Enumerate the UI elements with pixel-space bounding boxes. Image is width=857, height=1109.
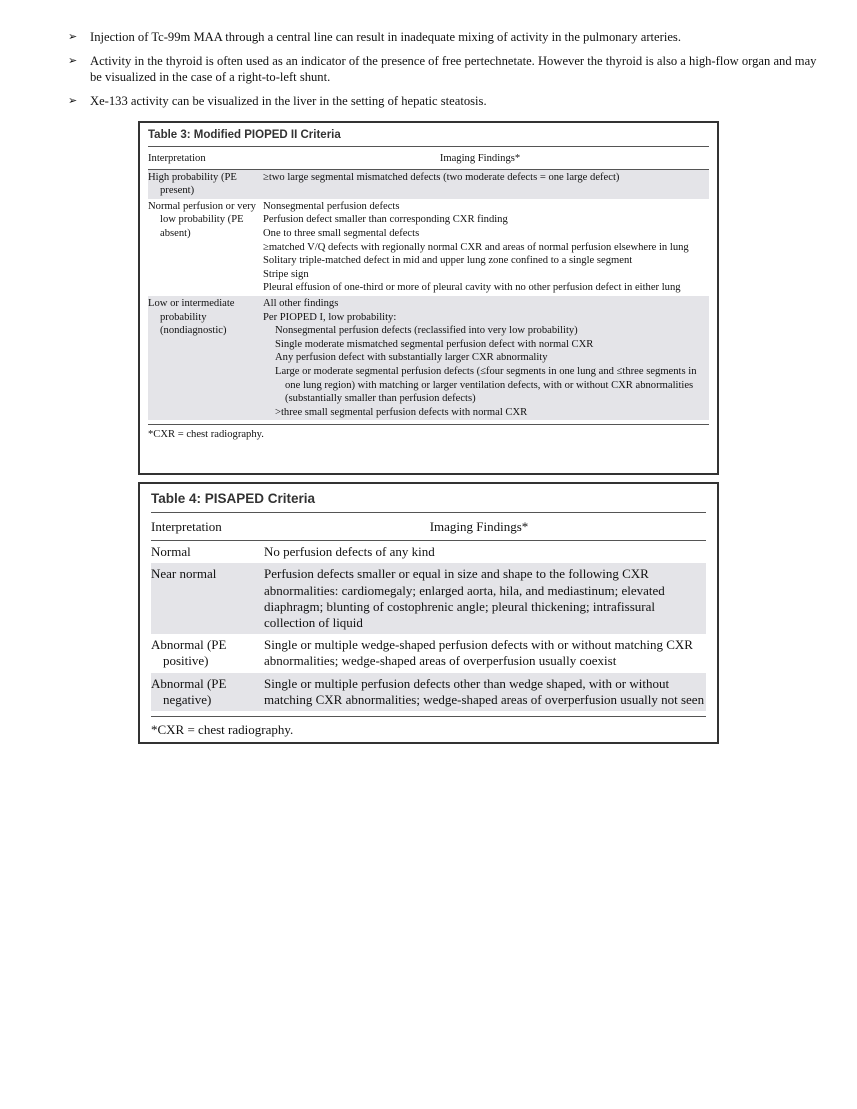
row-findings: Perfusion defects smaller or equal in size and shape to the following CXR abnormalities: cardiomegaly; enlarged aorta, hila, and mediastinum; elevated diaphragm; blunting of costophrenic angle; pleural thickening; intrafissural collection of liquid xyxy=(264,566,665,631)
row-interpretation: Normal xyxy=(151,544,191,560)
table-4-title: Table 4: PISAPED Criteria xyxy=(151,491,316,506)
row-findings: No perfusion defects of any kind xyxy=(264,544,435,560)
finding-line: ≥two large segmental mismatched defects (two moderate defects = one large defect) xyxy=(263,171,620,183)
row-interpretation: Normal perfusion or very low probability (PE absent) xyxy=(148,200,256,239)
finding-subline: Nonsegmental perfusion defects (reclassified into very low probability) xyxy=(275,325,578,337)
row-findings: Single or multiple wedge-shaped perfusion defects with or without matching CXR abnormalities; wedge-shaped areas of overperfusion usually coexist xyxy=(264,637,693,669)
finding-line: One to three small segmental defects xyxy=(263,227,420,239)
row-interpretation: Low or intermediate probability (nondiagnostic) xyxy=(148,297,235,337)
table-3-col-interpretation: Interpretation xyxy=(148,153,206,164)
finding-line: Pleural effusion of one-third or more of pleural cavity with no other perfusion defect in either lung xyxy=(263,282,681,294)
bullet-text: Injection of Tc-99m MAA through a central line can result in inadequate mixing of activity in the pulmonary arteries. xyxy=(90,30,681,44)
table-3-header xyxy=(148,146,709,170)
finding-line: All other findings xyxy=(263,297,339,309)
table-4-header xyxy=(151,512,706,541)
table-4-col-findings: Imaging Findings* xyxy=(429,519,529,534)
row-findings: Single or multiple perfusion defects other than wedge shaped, with or without matching CXR abnormalities; wedge-shaped areas of overperfusion usually not seen xyxy=(264,675,705,707)
table-4-col-interpretation: Interpretation xyxy=(151,519,222,534)
finding-line: Nonsegmental perfusion defects xyxy=(263,200,400,212)
table-3 xyxy=(148,146,709,442)
finding-line: Per PIOPED I, low probability: xyxy=(263,311,397,323)
table-row xyxy=(151,634,706,672)
arrow-bullet-icon: ➢ xyxy=(68,95,78,107)
bullet-text: Activity in the thyroid is often used as an indicator of the presence of free pertechnetate. However the thyroid is also a high-flow organ and may be visualized in the case of a right-to-left shunt. xyxy=(90,54,817,84)
finding-line: Perfusion defect smaller than corresponding CXR finding xyxy=(263,214,508,226)
row-findings xyxy=(263,200,709,295)
arrow-bullet-icon: ➢ xyxy=(68,55,78,67)
row-findings xyxy=(263,297,709,419)
table-4 xyxy=(151,512,706,738)
finding-line: ≥matched V/Q defects with regionally normal CXR and areas of normal perfusion elsewhere in lung xyxy=(263,241,689,253)
finding-line: Stripe sign xyxy=(263,268,309,280)
finding-subline: Single moderate mismatched segmental perfusion defect with normal CXR xyxy=(275,338,594,350)
table-row xyxy=(151,673,706,711)
bullet-item xyxy=(68,29,818,45)
bullet-text: Xe-133 activity can be visualized in the liver in the setting of hepatic steatosis. xyxy=(90,94,487,108)
table-3-col-findings: Imaging Findings* xyxy=(439,153,521,164)
row-findings xyxy=(263,171,709,198)
finding-subline: Large or moderate segmental perfusion defects (≤four segments in one lung and ≤three segments in one lung region) with matching or larger ventilation defects, with or without CXR abnormalities (substantially smaller than perfusion defects) xyxy=(275,365,697,405)
table-row xyxy=(148,170,709,199)
table-row xyxy=(151,563,706,634)
row-interpretation: Abnormal (PE negative) xyxy=(151,675,227,707)
finding-subline: Any perfusion defect with substantially larger CXR abnormality xyxy=(275,352,548,364)
table-row xyxy=(151,541,706,563)
table-4-footnote: *CXR = chest radiography. xyxy=(151,716,706,738)
finding-subline: >three small segmental perfusion defects with normal CXR xyxy=(275,406,528,418)
table-3-title: Table 3: Modified PIOPED II Criteria xyxy=(148,129,341,141)
bullet-list xyxy=(68,29,818,117)
bullet-item xyxy=(68,93,818,109)
table-3-box xyxy=(138,121,719,475)
table-row xyxy=(148,199,709,296)
arrow-bullet-icon: ➢ xyxy=(68,31,78,43)
row-interpretation: High probability (PE present) xyxy=(148,171,237,197)
row-interpretation: Near normal xyxy=(151,566,217,582)
finding-line: Solitary triple-matched defect in mid and upper lung zone confined to a single segment xyxy=(263,255,633,267)
row-interpretation: Abnormal (PE positive) xyxy=(151,637,227,669)
table-3-footnote: *CXR = chest radiography. xyxy=(148,424,709,442)
table-row xyxy=(148,296,709,420)
bullet-item xyxy=(68,53,818,85)
table-4-box xyxy=(138,482,719,744)
